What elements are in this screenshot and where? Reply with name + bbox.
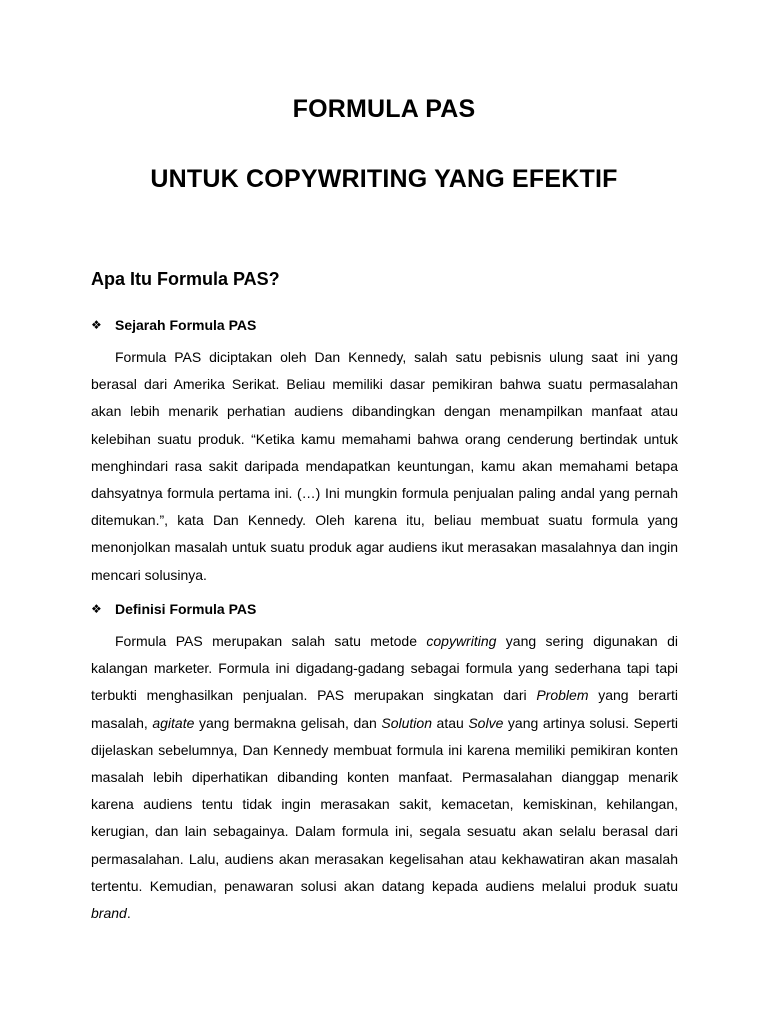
diamond-bullet-icon: ❖ xyxy=(91,602,102,616)
italic-term: brand xyxy=(91,905,127,922)
text-run: yang sering digunakan di kalangan marketer. Formula ini digadang-gadang sebagai formula yang sederhana tapi tapi terbukti menghasilkan penjualan. PAS merupakan singkatan dari xyxy=(91,633,678,704)
italic-term: Solution xyxy=(381,714,432,731)
italic-term: Problem xyxy=(536,687,589,704)
subsection-heading-label: Definisi Formula PAS xyxy=(115,601,257,617)
document-subtitle: UNTUK COPYWRITING YANG EFEKTIF xyxy=(150,165,618,193)
subsection-heading-label: Sejarah Formula PAS xyxy=(115,317,257,333)
subsection-heading-sejarah xyxy=(91,315,256,335)
text-run: Formula PAS merupakan salah satu metode xyxy=(115,633,427,649)
text-run: yang bermakna gelisah, dan xyxy=(194,714,382,731)
text-run: atau xyxy=(431,714,469,731)
subsection-heading-definisi xyxy=(91,599,256,619)
italic-term: agitate xyxy=(152,714,195,731)
paragraph-definisi xyxy=(91,628,678,927)
italic-term: Solve xyxy=(468,714,504,731)
italic-term: copywriting xyxy=(426,633,497,649)
text-run: yang artinya solusi. Seperti dijelaskan sebelumnya, Dan Kennedy membuat formula ini karena memiliki pemikiran konten masalah lebih diperhatikan dibanding konten manfaat. Permasalahan dianggap menarik karena audiens tentu tidak ingin merasakan sakit, kemacetan, kemiskinan, kehilangan, kerugian, dan lain sebagainya. Dalam formula ini, segala sesuatu akan selalu berasal dari permasalahan. Lalu, audiens akan merasakan kegelisahan atau kekhawatiran akan masalah tertentu. Kemudian, penawaran solusi akan datang kepada audiens melalui produk suatu xyxy=(91,714,678,894)
paragraph-sejarah: Formula PAS diciptakan oleh Dan Kennedy, salah satu pebisnis ulung saat ini yang berasal dari Amerika Serikat. Beliau memiliki dasar pemikiran bahwa suatu permasalahan akan lebih menarik perhatian audiens dibandingkan dengan menampilkan manfaat atau kelebihan suatu produk. “Ketika kamu memahami bahwa orang cenderung bertindak untuk menghindari rasa sakit daripada mendapatkan keuntungan, kamu akan memahami betapa dahsyatnya formula pertama ini. (…) Ini mungkin formula penjualan paling andal yang pernah ditemukan.”, kata Dan Kennedy. Oleh karena itu, beliau membuat suatu formula yang menonjolkan masalah untuk suatu produk agar audiens ikut merasakan masalahnya dan ingin mencari solusinya. xyxy=(91,349,678,583)
section-heading: Apa Itu Formula PAS? xyxy=(91,269,280,289)
text-run: . xyxy=(126,905,131,922)
text-run: yang berarti masalah, xyxy=(91,687,678,731)
diamond-bullet-icon: ❖ xyxy=(91,318,102,332)
document-title: FORMULA PAS xyxy=(292,95,476,123)
